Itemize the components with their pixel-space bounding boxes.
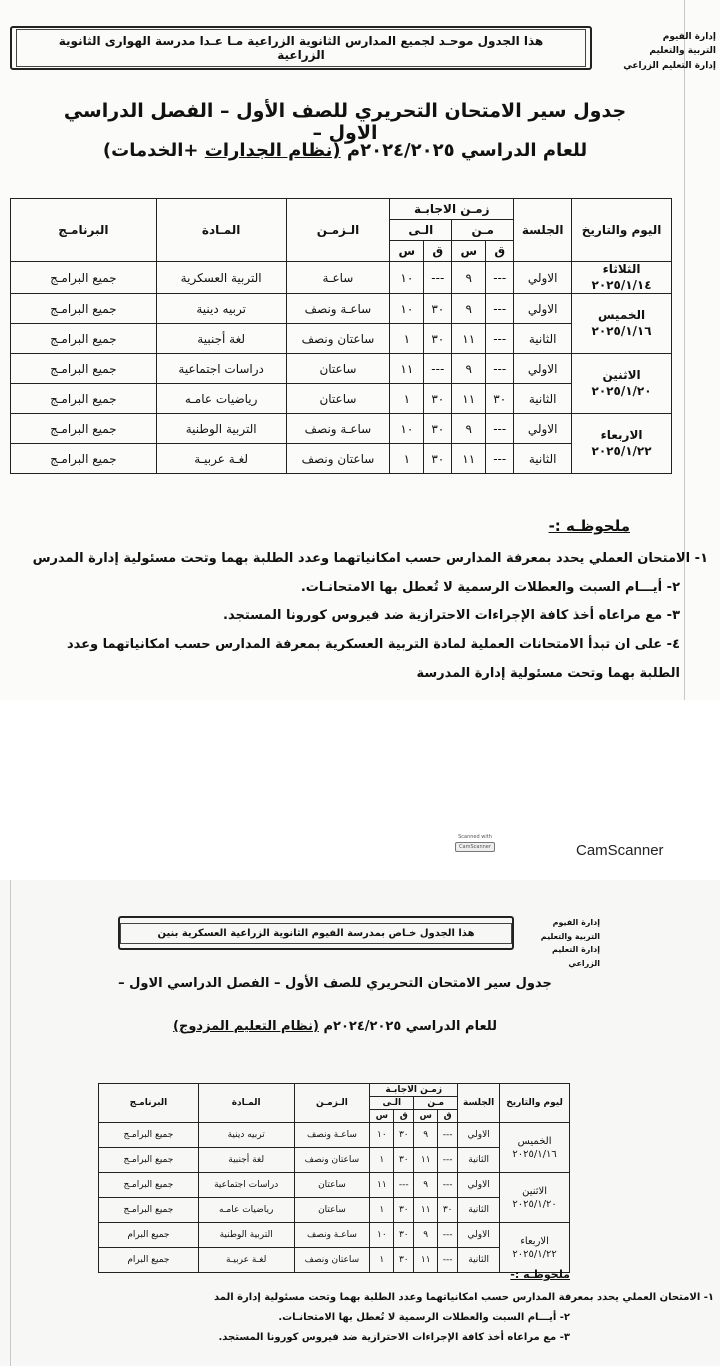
day-name: الاربعاء	[520, 1235, 549, 1247]
note-item: ١- الامتحان العملي يحدد بمعرفة المدارس حسب امكانياتهما وعدد الطلبة بهما وتحت مسئولية إدارة المدرس	[32, 551, 708, 566]
session-cell: الاولي	[458, 1223, 500, 1248]
table-row	[99, 1198, 570, 1223]
subject-cell: تربيه دينية	[198, 1123, 294, 1148]
ministry-line: إدارة الفيوم	[662, 32, 716, 42]
camscanner-label: CamScanner	[576, 842, 664, 859]
program-cell: جميع البرام	[99, 1223, 199, 1248]
to-minutes-cell: ---	[424, 354, 452, 384]
session-cell: الاولي	[514, 294, 572, 324]
from-hours-cell: ٩	[414, 1123, 438, 1148]
from-minutes-cell: ---	[486, 262, 514, 294]
col-header-answer-time: زمـن الاجابـة	[390, 199, 514, 220]
to-hours-cell: ١٠	[390, 414, 424, 444]
col-header-from: مـن	[452, 220, 514, 241]
subject-cell: التربية الوطنية	[198, 1223, 294, 1248]
session-cell: الثانية	[514, 384, 572, 414]
table-row	[99, 1148, 570, 1173]
from-hours-cell: ١١	[414, 1198, 438, 1223]
exam-date: ٢٠٢٥/١/٢٠	[591, 383, 652, 398]
duration-cell: ساعـة	[286, 262, 390, 294]
from-minutes-cell: ---	[438, 1223, 458, 1248]
ministry-line: إدارة الفيوم	[552, 918, 600, 927]
subject-cell: التربية الوطنية	[156, 414, 286, 444]
ministry-line: إدارة التعليم الزراعي	[623, 60, 716, 71]
duration-cell: ساعتان	[294, 1173, 370, 1198]
scope-banner-text: هذا الجدول خـاص بمدرسة الفيوم الثانوية الزراعية العسكرية بنين	[120, 923, 512, 944]
session-cell: الاولي	[458, 1123, 500, 1148]
exam-schedule-table	[10, 198, 672, 474]
note-item: ١- الامتحان العملي يحدد بمعرفة المدارس حسب امكانياتهما وعدد الطلبة بهما وتحت مسئولية إدارة المد	[213, 1292, 714, 1303]
table-row	[99, 1173, 570, 1198]
table-row	[11, 354, 672, 384]
program-cell: جميع البرام	[99, 1248, 199, 1273]
to-hours-cell: ١	[370, 1248, 394, 1273]
ministry-line: إدارة التعليم الزراعي	[551, 945, 600, 968]
program-cell: جميع البرامـج	[99, 1173, 199, 1198]
duration-cell: ساعتان ونصف	[294, 1148, 370, 1173]
to-minutes-cell: ٣٠	[424, 414, 452, 444]
day-name: الاثنين	[602, 368, 641, 383]
day-name: الخميس	[597, 308, 646, 323]
session-cell: الثانية	[514, 324, 572, 354]
to-minutes-cell: ٣٠	[394, 1148, 414, 1173]
program-cell: جميع البرامـج	[11, 324, 157, 354]
program-cell: جميع البرامـج	[11, 444, 157, 474]
session-cell: الثانية	[514, 444, 572, 474]
day-date-cell	[572, 414, 672, 474]
to-minutes-cell: ٣٠	[424, 444, 452, 474]
session-cell: الثانية	[458, 1148, 500, 1173]
duration-cell: ساعتان	[286, 354, 390, 384]
to-hours-cell: ١٠	[370, 1123, 394, 1148]
camscanner-logo	[452, 834, 498, 864]
schedule-title: جدول سير الامتحان التحريري للصف الأول – الفصل الدراسي الاول –	[63, 100, 627, 144]
program-cell: جميع البرامـج	[99, 1123, 199, 1148]
from-hours-cell: ٩	[452, 262, 486, 294]
to-minutes-cell: ---	[394, 1173, 414, 1198]
day-date-cell	[500, 1173, 570, 1223]
subject-cell: دراسات اجتماعية	[198, 1173, 294, 1198]
camscanner-logo-caption: Scanned with	[458, 834, 492, 840]
ministry-header	[616, 30, 716, 73]
col-header-day-date: ليوم والتاريخ	[500, 1084, 570, 1123]
col-header-minutes: ق	[394, 1110, 414, 1123]
to-hours-cell: ١٠	[390, 294, 424, 324]
to-minutes-cell: ٣٠	[424, 294, 452, 324]
day-date-cell	[572, 262, 672, 294]
from-minutes-cell: ---	[438, 1123, 458, 1148]
col-header-duration: الـزمـن	[294, 1084, 370, 1123]
subject-cell: رياضيات عامـه	[198, 1198, 294, 1223]
duration-cell: ساعتان ونصف	[286, 444, 390, 474]
ministry-line: التربية والتعليم	[540, 931, 600, 941]
from-hours-cell: ١١	[414, 1148, 438, 1173]
from-minutes-cell: ---	[486, 354, 514, 384]
session-cell: الثانية	[458, 1248, 500, 1273]
from-hours-cell: ١١	[452, 384, 486, 414]
note-item: الطلبة بهما وتحت مسئولية إدارة المدرسة	[416, 666, 680, 681]
to-minutes-cell: ٣٠	[394, 1198, 414, 1223]
from-hours-cell: ١١	[414, 1248, 438, 1273]
program-cell: جميع البرامـج	[99, 1148, 199, 1173]
col-header-to: الـى	[390, 220, 452, 241]
col-header-day-date: اليوم والتاريخ	[572, 199, 672, 262]
from-hours-cell: ١١	[452, 444, 486, 474]
from-hours-cell: ٩	[452, 354, 486, 384]
scope-banner	[10, 26, 592, 70]
to-hours-cell: ١	[370, 1198, 394, 1223]
to-hours-cell: ١١	[390, 354, 424, 384]
day-name: الثلاثاء	[602, 262, 641, 276]
system-name: (نظام الجدارات	[204, 140, 341, 161]
from-minutes-cell: ---	[438, 1173, 458, 1198]
note-item: ٢- أيـــام السبت والعطلات الرسمية لا تُعطل بها الامتحانـات.	[278, 1312, 570, 1323]
schedule-subtitle	[100, 1019, 570, 1034]
session-cell: الاولي	[514, 354, 572, 384]
to-hours-cell: ١	[390, 384, 424, 414]
exam-date: ٢٠٢٥/١/١٦	[591, 323, 652, 338]
session-cell: الاولي	[514, 262, 572, 294]
program-cell: جميع البرامـج	[11, 384, 157, 414]
exam-date: ٢٠٢٥/١/١٤	[591, 277, 652, 292]
to-minutes-cell: ٣٠	[394, 1223, 414, 1248]
to-hours-cell: ١٠	[370, 1223, 394, 1248]
session-cell: الاولي	[458, 1173, 500, 1198]
col-header-hours: س	[452, 241, 486, 262]
program-cell: جميع البرامـج	[11, 354, 157, 384]
system-extra: +الخدمات)	[102, 140, 199, 161]
to-minutes-cell: ٣٠	[424, 384, 452, 414]
duration-cell: ساعـة ونصف	[294, 1123, 370, 1148]
from-minutes-cell: ٣٠	[438, 1198, 458, 1223]
program-cell: جميع البرامـج	[11, 294, 157, 324]
session-cell: الاولي	[514, 414, 572, 444]
ministry-line: التربية والتعليم	[649, 46, 716, 57]
table-row	[11, 294, 672, 324]
col-header-hours: س	[370, 1110, 394, 1123]
table-row	[99, 1223, 570, 1248]
from-minutes-cell: ---	[486, 324, 514, 354]
from-minutes-cell: ---	[486, 444, 514, 474]
col-header-from: مـن	[414, 1097, 458, 1110]
notes-heading: ملحوظـه :-	[510, 1268, 570, 1281]
subject-cell: لغـة عربيـة	[198, 1248, 294, 1273]
camscanner-badge: CamScanner	[455, 842, 495, 852]
to-minutes-cell: ٣٠	[424, 324, 452, 354]
col-header-hours: س	[390, 241, 424, 262]
subject-cell: لغة أجنبية	[198, 1148, 294, 1173]
from-hours-cell: ٩	[414, 1173, 438, 1198]
duration-cell: ساعتان	[286, 384, 390, 414]
program-cell: جميع البرامـج	[11, 262, 157, 294]
day-date-cell	[572, 354, 672, 414]
col-header-to: الـى	[370, 1097, 414, 1110]
to-hours-cell: ١	[390, 324, 424, 354]
day-name: الاربعاء	[600, 428, 643, 443]
scope-banner	[118, 916, 514, 950]
note-item: ٢- أيـــام السبت والعطلات الرسمية لا تُعطل بها الامتحانـات.	[300, 580, 680, 595]
note-item: ٣- مع مراعاه أخذ كافة الإجراءات الاحترازية ضد فيروس كورونا المستجد.	[223, 608, 680, 623]
day-date-cell	[500, 1223, 570, 1273]
col-header-subject: المـادة	[198, 1084, 294, 1123]
day-name: الاثنين	[522, 1185, 548, 1197]
subject-cell: لغة أجنبية	[156, 324, 286, 354]
academic-year: للعام الدراسي ٢٠٢٤/٢٠٢٥م	[346, 140, 588, 161]
schedule-title: جدول سير الامتحان التحريري للصف الأول – الفصل الدراسي الاول –	[118, 976, 552, 991]
col-header-duration: الـزمـن	[286, 199, 390, 262]
subject-cell: دراسات اجتماعية	[156, 354, 286, 384]
system-name: (نظام التعليم المزدوج)	[173, 1019, 319, 1034]
col-header-minutes: ق	[438, 1110, 458, 1123]
col-header-session: الجلسة	[514, 199, 572, 262]
page-fold-line	[10, 880, 11, 1366]
to-minutes-cell: ---	[424, 262, 452, 294]
day-date-cell	[500, 1123, 570, 1173]
to-hours-cell: ١٠	[390, 262, 424, 294]
subject-cell: التربية العسكرية	[156, 262, 286, 294]
academic-year: للعام الدراسي ٢٠٢٤/٢٠٢٥م	[323, 1019, 497, 1034]
from-hours-cell: ١١	[452, 324, 486, 354]
subject-cell: رياضيات عامـه	[156, 384, 286, 414]
to-minutes-cell: ٣٠	[394, 1123, 414, 1148]
col-header-answer-time: زمـن الاجابـة	[370, 1084, 458, 1097]
from-hours-cell: ٩	[414, 1223, 438, 1248]
exam-date: ٢٠٢٥/١/١٦	[512, 1148, 557, 1160]
duration-cell: ساعتان ونصف	[294, 1248, 370, 1273]
schedule-subtitle	[40, 140, 650, 161]
col-header-program: البرنامـج	[11, 199, 157, 262]
from-minutes-cell: ---	[438, 1248, 458, 1273]
duration-cell: ساعتان	[294, 1198, 370, 1223]
col-header-minutes: ق	[486, 241, 514, 262]
exam-date: ٢٠٢٥/١/٢٢	[591, 443, 652, 458]
to-minutes-cell: ٣٠	[394, 1248, 414, 1273]
program-cell: جميع البرامـج	[11, 414, 157, 444]
day-name: الخميس	[517, 1135, 552, 1147]
program-cell: جميع البرامـج	[99, 1198, 199, 1223]
from-minutes-cell: ٣٠	[486, 384, 514, 414]
duration-cell: ساعـة ونصف	[294, 1223, 370, 1248]
to-hours-cell: ١١	[370, 1173, 394, 1198]
note-item: ٤- على ان تبدأ الامتحانات العملية لمادة التربية العسكرية بمعرفة المدارس حسب امكانياتهما وعدد	[66, 637, 680, 652]
to-hours-cell: ١	[390, 444, 424, 474]
from-hours-cell: ٩	[452, 414, 486, 444]
subject-cell: لغـة عربيـة	[156, 444, 286, 474]
to-hours-cell: ١	[370, 1148, 394, 1173]
col-header-subject: المـادة	[156, 199, 286, 262]
col-header-session: الجلسة	[458, 1084, 500, 1123]
exam-date: ٢٠٢٥/١/٢٠	[512, 1198, 557, 1210]
duration-cell: ساعـة ونصف	[286, 294, 390, 324]
page-fold-line	[684, 0, 685, 700]
col-header-program: البرنامـج	[99, 1084, 199, 1123]
subject-cell: تربيه دينية	[156, 294, 286, 324]
exam-date: ٢٠٢٥/١/٢٢	[512, 1248, 557, 1260]
session-cell: الثانية	[458, 1198, 500, 1223]
duration-cell: ساعتان ونصف	[286, 324, 390, 354]
table-row	[99, 1248, 570, 1273]
from-minutes-cell: ---	[486, 294, 514, 324]
duration-cell: ساعـة ونصف	[286, 414, 390, 444]
ministry-header	[520, 916, 600, 970]
table-row	[11, 262, 672, 294]
day-date-cell	[572, 294, 672, 354]
scope-banner-text: هذا الجدول موحـد لجميع المدارس الثانوية الزراعية مـا عـدا مدرسة الهوارى الثانوية الزراعية	[16, 29, 586, 67]
table-row	[11, 414, 672, 444]
note-item: ٣- مع مراعاه أخذ كافة الإجراءات الاحترازية ضد فيروس كورونا المستجد.	[218, 1332, 570, 1343]
notes-heading: ملحوظـه :-	[548, 517, 630, 535]
from-minutes-cell: ---	[438, 1148, 458, 1173]
from-minutes-cell: ---	[486, 414, 514, 444]
from-hours-cell: ٩	[452, 294, 486, 324]
table-row	[99, 1123, 570, 1148]
col-header-minutes: ق	[424, 241, 452, 262]
exam-schedule-table	[98, 1083, 570, 1273]
col-header-hours: س	[414, 1110, 438, 1123]
